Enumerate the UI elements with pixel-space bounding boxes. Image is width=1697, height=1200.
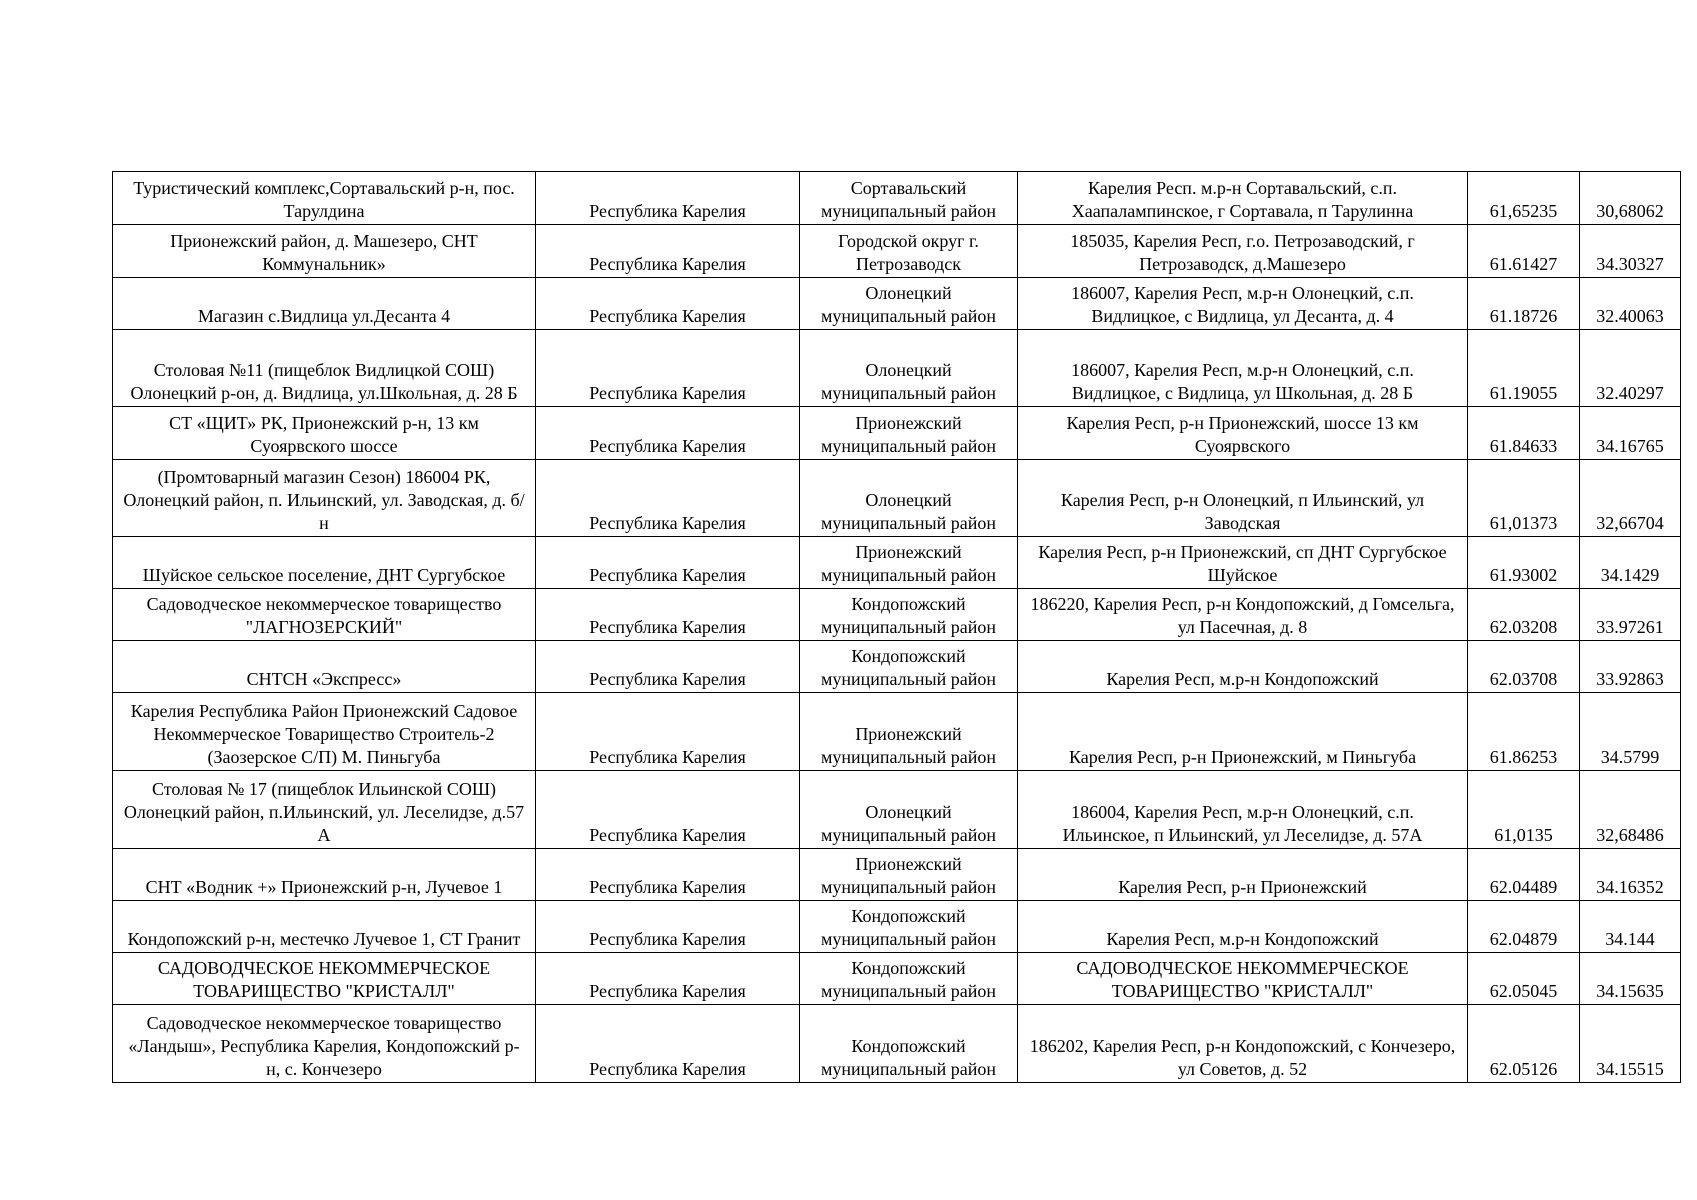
- cell-district: Прионежский муниципальный район: [800, 407, 1018, 460]
- cell-longitude: 34.15635: [1580, 953, 1681, 1005]
- cell-longitude: 34.1429: [1580, 537, 1681, 589]
- cell-region: Республика Карелия: [536, 537, 800, 589]
- table-row: [113, 693, 1681, 771]
- cell-region: Республика Карелия: [536, 693, 800, 771]
- cell-region: Республика Карелия: [536, 901, 800, 953]
- table-row: [113, 330, 1681, 407]
- cell-latitude: 61.18726: [1468, 278, 1580, 330]
- cell-longitude: 34.30327: [1580, 225, 1681, 278]
- cell-region: Республика Карелия: [536, 225, 800, 278]
- cell-longitude: 34.144: [1580, 901, 1681, 953]
- cell-object-name: Туристический комплекс,Сортавальский р-н, пос. Тарулдина: [113, 172, 536, 225]
- cell-object-name: СТ «ЩИТ» РК, Прионежский р-н, 13 км Суоярвского шоссе: [113, 407, 536, 460]
- table-row: [113, 641, 1681, 693]
- cell-region: Республика Карелия: [536, 849, 800, 901]
- cell-latitude: 62.04489: [1468, 849, 1580, 901]
- cell-longitude: 34.16352: [1580, 849, 1681, 901]
- cell-object-name: Прионежский район, д. Машезеро, СНТ Коммунальник»: [113, 225, 536, 278]
- table-row: [113, 278, 1681, 330]
- cell-address: 186220, Карелия Респ, р-н Кондопожский, д Гомсельга, ул Пасечная, д. 8: [1018, 589, 1468, 641]
- cell-address: 186004, Карелия Респ, м.р-н Олонецкий, с.п. Ильинское, п Ильинский, ул Леселидзе, д. 57А: [1018, 771, 1468, 849]
- table-row: [113, 901, 1681, 953]
- cell-latitude: 61.93002: [1468, 537, 1580, 589]
- cell-object-name: САДОВОДЧЕСКОЕ НЕКОММЕРЧЕСКОЕ ТОВАРИЩЕСТВО "КРИСТАЛЛ": [113, 953, 536, 1005]
- cell-address: Карелия Респ. м.р-н Сортавальский, с.п. Хаапалампинское, г Сортавала, п Тарулинна: [1018, 172, 1468, 225]
- cell-region: Республика Карелия: [536, 589, 800, 641]
- cell-region: Республика Карелия: [536, 278, 800, 330]
- cell-object-name: СНТ «Водник +» Прионежский р-н, Лучевое 1: [113, 849, 536, 901]
- cell-district: Олонецкий муниципальный район: [800, 771, 1018, 849]
- cell-district: Сортавальский муниципальный район: [800, 172, 1018, 225]
- cell-object-name: Садоводческое некоммерческое товарищество "ЛАГНОЗЕРСКИЙ": [113, 589, 536, 641]
- cell-latitude: 62.05126: [1468, 1005, 1580, 1083]
- cell-longitude: 32,68486: [1580, 771, 1681, 849]
- cell-region: Республика Карелия: [536, 460, 800, 537]
- cell-address: Карелия Респ, р-н Олонецкий, п Ильинский, ул Заводская: [1018, 460, 1468, 537]
- cell-address: 186007, Карелия Респ, м.р-н Олонецкий, с.п. Видлицкое, с Видлица, ул Десанта, д. 4: [1018, 278, 1468, 330]
- cell-district: Кондопожский муниципальный район: [800, 1005, 1018, 1083]
- cell-address: 186202, Карелия Респ, р-н Кондопожский, с Кончезеро, ул Советов, д. 52: [1018, 1005, 1468, 1083]
- cell-latitude: 61.61427: [1468, 225, 1580, 278]
- cell-object-name: СНТСН «Экспресс»: [113, 641, 536, 693]
- cell-address: Карелия Респ, р-н Прионежский, сп ДНТ Сургубское Шуйское: [1018, 537, 1468, 589]
- cell-address: Карелия Респ, м.р-н Кондопожский: [1018, 641, 1468, 693]
- cell-latitude: 62.03208: [1468, 589, 1580, 641]
- cell-district: Прионежский муниципальный район: [800, 849, 1018, 901]
- cell-district: Прионежский муниципальный район: [800, 693, 1018, 771]
- cell-object-name: Столовая № 17 (пищеблок Ильинской СОШ) Олонецкий район, п.Ильинский, ул. Леселидзе, д.57 А: [113, 771, 536, 849]
- cell-object-name: Магазин с.Видлица ул.Десанта 4: [113, 278, 536, 330]
- cell-address: Карелия Респ, р-н Прионежский: [1018, 849, 1468, 901]
- table-row: [113, 172, 1681, 225]
- cell-district: Кондопожский муниципальный район: [800, 901, 1018, 953]
- cell-latitude: 61,0135: [1468, 771, 1580, 849]
- cell-longitude: 32,66704: [1580, 460, 1681, 537]
- table-row: [113, 953, 1681, 1005]
- table-row: [113, 225, 1681, 278]
- cell-longitude: 32.40063: [1580, 278, 1681, 330]
- cell-region: Республика Карелия: [536, 641, 800, 693]
- cell-region: Республика Карелия: [536, 172, 800, 225]
- table-row: [113, 537, 1681, 589]
- table-row: [113, 407, 1681, 460]
- cell-address: Карелия Респ, м.р-н Кондопожский: [1018, 901, 1468, 953]
- cell-address: САДОВОДЧЕСКОЕ НЕКОММЕРЧЕСКОЕ ТОВАРИЩЕСТВО "КРИСТАЛЛ": [1018, 953, 1468, 1005]
- cell-longitude: 34.16765: [1580, 407, 1681, 460]
- cell-region: Республика Карелия: [536, 771, 800, 849]
- cell-object-name: Кондопожский р-н, местечко Лучевое 1, СТ Гранит: [113, 901, 536, 953]
- cell-region: Республика Карелия: [536, 1005, 800, 1083]
- cell-longitude: 32.40297: [1580, 330, 1681, 407]
- cell-district: Кондопожский муниципальный район: [800, 589, 1018, 641]
- cell-latitude: 62.04879: [1468, 901, 1580, 953]
- cell-object-name: Столовая №11 (пищеблок Видлицкой СОШ) Олонецкий р-он, д. Видлица, ул.Школьная, д. 28 Б: [113, 330, 536, 407]
- cell-district: Кондопожский муниципальный район: [800, 641, 1018, 693]
- cell-district: Прионежский муниципальный район: [800, 537, 1018, 589]
- cell-longitude: 30,68062: [1580, 172, 1681, 225]
- cell-latitude: 61,01373: [1468, 460, 1580, 537]
- cell-longitude: 33.92863: [1580, 641, 1681, 693]
- cell-latitude: 62.03708: [1468, 641, 1580, 693]
- cell-object-name: (Промтоварный магазин Сезон) 186004 РК, Олонецкий район, п. Ильинский, ул. Заводская, д. б/н: [113, 460, 536, 537]
- cell-longitude: 33.97261: [1580, 589, 1681, 641]
- cell-address: 185035, Карелия Респ, г.о. Петрозаводский, г Петрозаводск, д.Машезеро: [1018, 225, 1468, 278]
- cell-district: Олонецкий муниципальный район: [800, 278, 1018, 330]
- cell-longitude: 34.15515: [1580, 1005, 1681, 1083]
- cell-region: Республика Карелия: [536, 407, 800, 460]
- cell-latitude: 61.86253: [1468, 693, 1580, 771]
- cell-district: Олонецкий муниципальный район: [800, 460, 1018, 537]
- cell-latitude: 61,65235: [1468, 172, 1580, 225]
- cell-district: Городской округ г. Петрозаводск: [800, 225, 1018, 278]
- table-row: [113, 771, 1681, 849]
- table-row: [113, 460, 1681, 537]
- cell-object-name: Шуйское сельское поселение, ДНТ Сургубское: [113, 537, 536, 589]
- table-row: [113, 849, 1681, 901]
- cell-address: 186007, Карелия Респ, м.р-н Олонецкий, с.п. Видлицкое, с Видлица, ул Школьная, д. 28 Б: [1018, 330, 1468, 407]
- table-row: [113, 589, 1681, 641]
- cell-address: Карелия Респ, р-н Прионежский, шоссе 13 км Суоярвского: [1018, 407, 1468, 460]
- cell-region: Республика Карелия: [536, 330, 800, 407]
- cell-latitude: 61.84633: [1468, 407, 1580, 460]
- cell-object-name: Карелия Республика Район Прионежский Садовое Некоммерческое Товарищество Строитель-2 (Заозерское С/П) М. Пиньгуба: [113, 693, 536, 771]
- table-row: [113, 1005, 1681, 1083]
- cell-longitude: 34.5799: [1580, 693, 1681, 771]
- cell-region: Республика Карелия: [536, 953, 800, 1005]
- cell-address: Карелия Респ, р-н Прионежский, м Пиньгуба: [1018, 693, 1468, 771]
- cell-object-name: Садоводческое некоммерческое товарищество «Ландыш», Республика Карелия, Кондопожский р-н, с. Кончезеро: [113, 1005, 536, 1083]
- cell-latitude: 61.19055: [1468, 330, 1580, 407]
- cell-district: Олонецкий муниципальный район: [800, 330, 1018, 407]
- locations-table: [112, 171, 1681, 1083]
- cell-latitude: 62.05045: [1468, 953, 1580, 1005]
- cell-district: Кондопожский муниципальный район: [800, 953, 1018, 1005]
